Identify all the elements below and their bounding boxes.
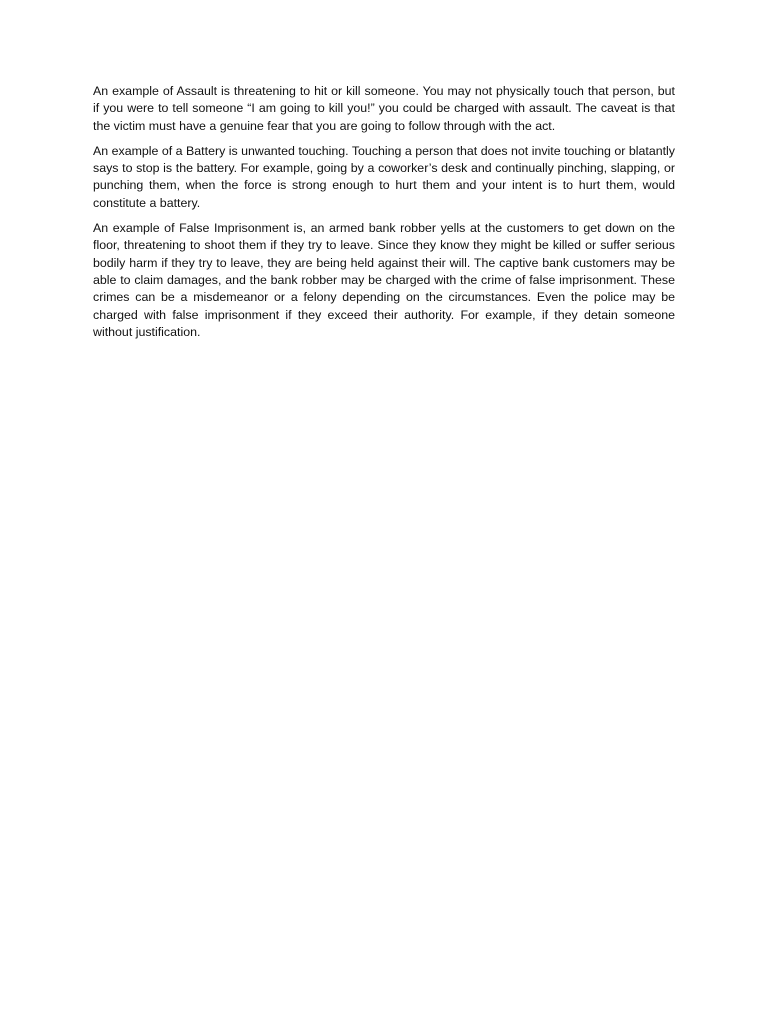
paragraph-battery: An example of a Battery is unwanted touching. Touching a person that does not invite touching or blatantly says to stop is the battery. For example, going by a coworker’s desk and continually pinching, slapping, or punching them, when the force is strong enough to hurt them and your intent is to hurt them, would constitute a battery. [93, 143, 675, 210]
document-page [93, 83, 675, 349]
paragraph-false-imprisonment: An example of False Imprisonment is, an armed bank robber yells at the customers to get down on the floor, threatening to shoot them if they try to leave. Since they know they might be killed or suffer serious bodily harm if they try to leave, they are being held against their will. The captive bank customers may be able to claim damages, and the bank robber may be charged with the crime of false imprisonment. These crimes can be a misdemeanor or a felony depending on the circumstances. Even the police may be charged with false imprisonment if they exceed their authority. For example, if they detain someone without justification. [93, 221, 675, 339]
paragraph-assault: An example of Assault is threatening to hit or kill someone. You may not physically touch that person, but if you were to tell someone “I am going to kill you!” you could be charged with assault. The caveat is that the victim must have a genuine fear that you are going to follow through with the act. [93, 84, 675, 133]
